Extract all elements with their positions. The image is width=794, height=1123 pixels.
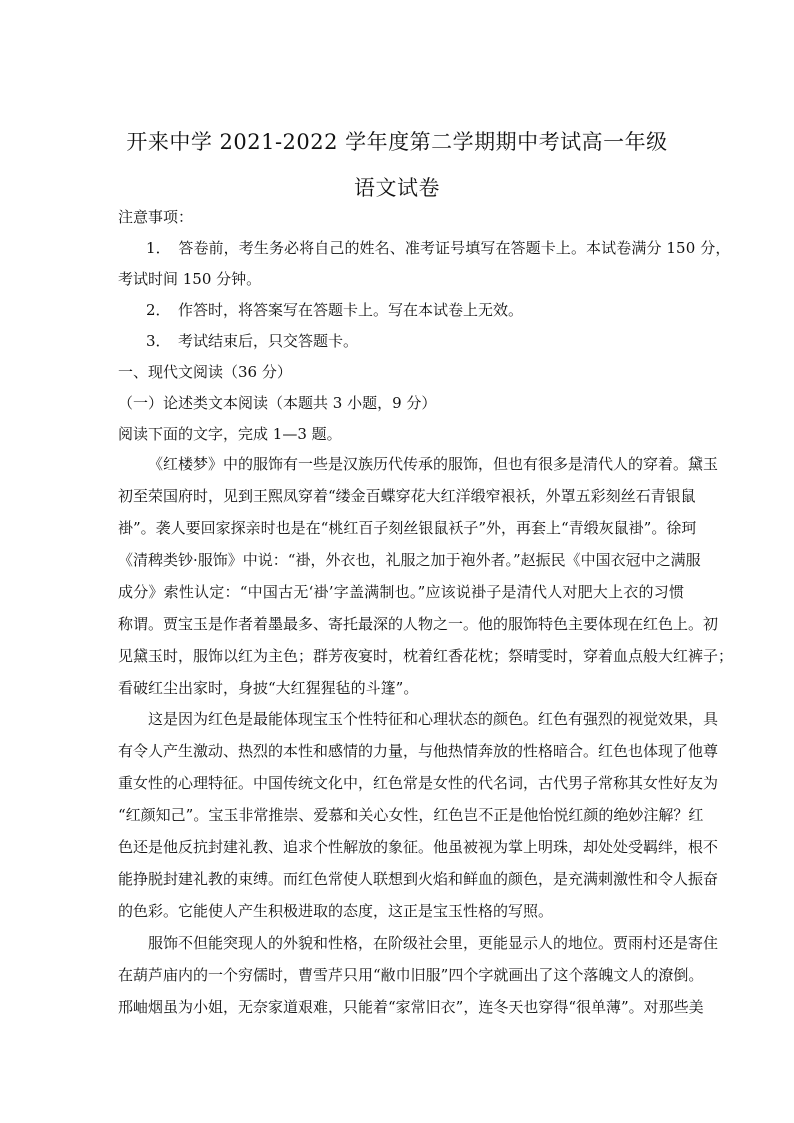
passage-line: 邢岫烟虽为小姐，无奈家道艰难，只能着“家常旧衣”，连冬天也穿得“很单薄”。对那些美 [118, 998, 704, 1016]
passage-line: 色还是他反抗封建礼教、追求个性解放的象征。他虽被视为掌上明珠，却处处受羁绊，根不 [118, 838, 719, 856]
passage-line: 褂”。袭人要回家探亲时也是在“桃红百子刻丝银鼠袄子”外，再套上“青缎灰鼠褂”。徐珂 [118, 519, 697, 537]
passage-line: 有令人产生激动、热烈的本性和感情的力量，与他热情奔放的性格暗合。红色也体现了他尊 [118, 742, 719, 760]
passage-line: 能挣脱封建礼教的束缚。而红色常使人联想到火焰和鲜血的颜色，是充满刺激性和令人振奋 [118, 870, 719, 888]
passage-line: 的色彩。它能使人产生积极进取的态度，这正是宝玉性格的写照。 [118, 902, 554, 920]
passage-line: 这是因为红色是最能体现宝玉个性特征和心理状态的颜色。红色有强烈的视觉效果，具 [148, 710, 719, 728]
notes-item-1-line-1: 1． 答卷前，考生务必将自己的姓名、准考证号填写在答题卡上。本试卷满分 150 分， [146, 239, 731, 257]
section-heading: 一、现代文阅读（36 分） [118, 363, 292, 381]
passage-line: 《清稗类钞·服饰》中说：“褂，外衣也，礼服之加于袍外者。”赵振民《中国衣冠中之满服 [118, 551, 701, 569]
notes-heading: 注意事项： [118, 208, 194, 226]
notes-item-1-line-2: 考试时间 150 分钟。 [118, 270, 262, 288]
passage-line: 重女性的心理特征。中国传统文化中，红色常是女性的代名词，古代男子常称其女性好友为 [118, 774, 719, 792]
passage-line: 在葫芦庙内的一个穷儒时，曹雪芹只用“敝巾旧服”四个字就画出了这个落魄文人的潦倒。 [118, 966, 704, 984]
notes-item-2: 2． 作答时，将答案写在答题卡上。写在本试卷上无效。 [146, 301, 524, 319]
notes-item-3: 3． 考试结束后，只交答题卡。 [146, 332, 359, 350]
passage-line: 初至荣国府时，见到王熙凤穿着“缕金百蝶穿花大红洋缎窄裉袄，外罩五彩刻丝石青银鼠 [118, 487, 696, 505]
section-instruction: 阅读下面的文字，完成 1—3 题。 [118, 425, 342, 443]
exam-title: 开来中学 2021-2022 学年度第二学期期中考试高一年级 [126, 130, 668, 154]
passage-line: 《红楼梦》中的服饰有一些是汉族历代传承的服饰，但也有很多是清代人的穿着。黛玉 [148, 455, 719, 473]
passage-line: 看破红尘出家时，身披“大红猩猩毡的斗篷”。 [118, 679, 419, 697]
passage-line: 称谓。贾宝玉是作者着墨最多、寄托最深的人物之一。他的服饰特色主要体现在红色上。初 [118, 615, 719, 633]
passage-line: “红颜知己”。宝玉非常推崇、爱慕和关心女性，红色岂不正是他怡悦红颜的绝妙注解？红 [118, 806, 704, 824]
passage-line: 成分》索性认定：“中国古无‘褂’字盖满制也。”应该说褂子是清代人对肥大上衣的习惯 [118, 583, 684, 601]
passage-line: 服饰不但能突现人的外貌和性格，在阶级社会里，更能显示人的地位。贾雨村还是寄住 [148, 934, 719, 952]
exam-subtitle: 语文试卷 [354, 176, 440, 200]
passage-line: 见黛玉时，服饰以红为主色；群芳夜宴时，枕着红香花枕；祭晴雯时，穿着血点般大红裤子； [118, 647, 734, 665]
section-subheading: （一）论述类文本阅读（本题共 3 小题，9 分） [118, 394, 437, 412]
